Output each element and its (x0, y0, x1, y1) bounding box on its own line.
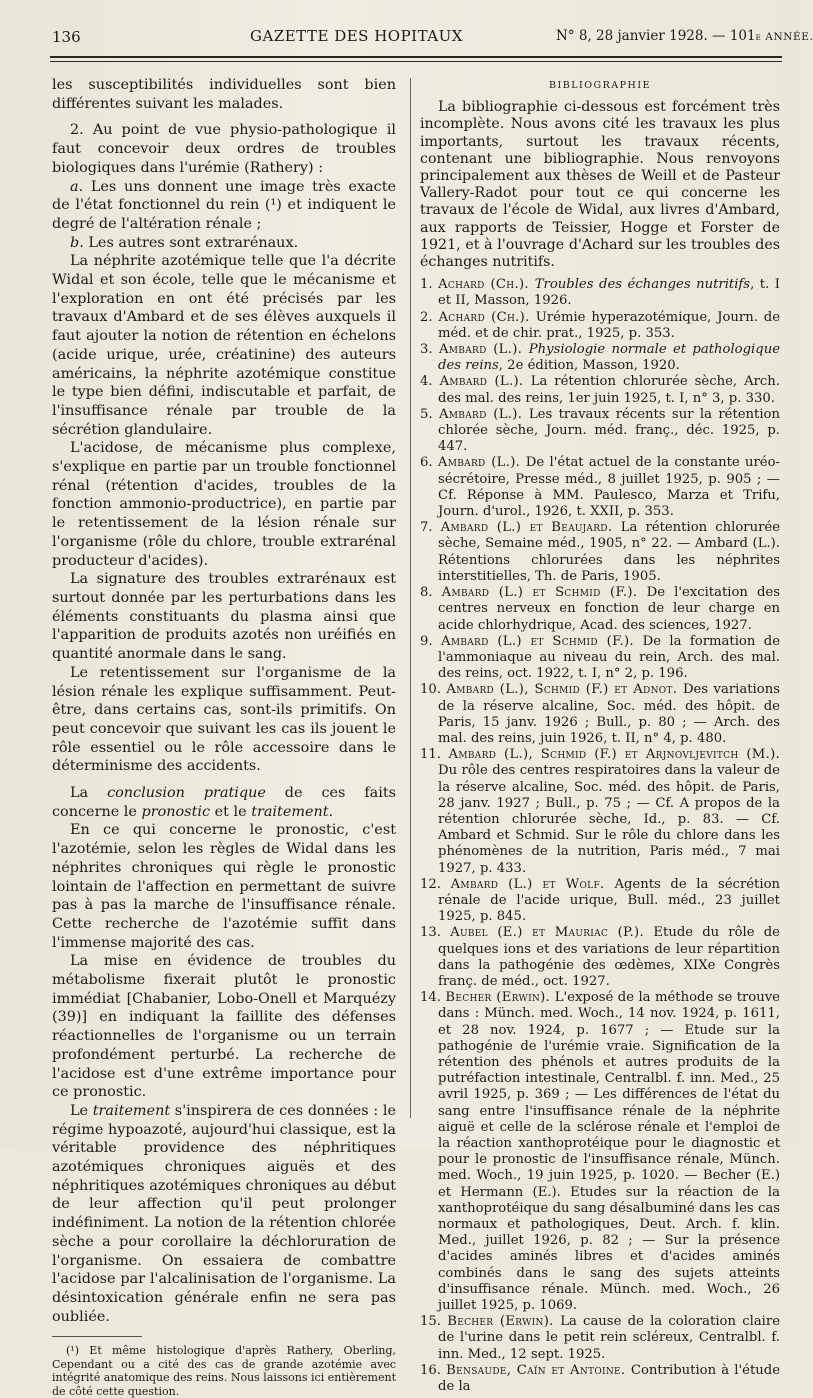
reference-number: 6. (420, 455, 438, 471)
reference-author: Becher (Erwin). (447, 1314, 561, 1330)
reference-title: Troubles des échanges nutritifs (534, 277, 751, 293)
reference-details: La rétention chlorurée sèche, Semaine méd., 1905, n° 22. — Ambard (L.). Rétentions chlorurées dans les néphrites interstitielles, Th. de Paris, 1905. (438, 520, 780, 584)
paragraph: 2. Au point de vue physio-pathologique il faut concevoir deux ordres de troubles biologiques dans l'urémie (Rathery) : (52, 122, 396, 176)
paragraph (52, 1102, 396, 1326)
text-run: Le (70, 1102, 93, 1119)
paragraph: La signature des troubles extrarénaux est surtout donnée par les perturbations dans les éléments constituants du plasma ainsi que l'apparition de produits azotés non uréifiés en quantité anormale dans le sang. (52, 571, 396, 663)
paragraph: les susceptibilités individuelles sont bien différentes suivant les malades. (52, 77, 396, 112)
paragraph (52, 178, 396, 234)
paragraph (52, 784, 396, 821)
reference-number: 1. (420, 277, 439, 293)
reference-item (420, 585, 780, 634)
reference-details: Urémie hyperazotémique, Journ. de méd. et de chir. prat., 1925, p. 353. (438, 309, 781, 341)
reference-author: Ambard (L.) et Schmid (F.). (441, 585, 647, 601)
reference-author: Ambard (L.). (437, 455, 526, 471)
text-run: s'inspirera de ces données : le régime hypoazoté, aujourd'hui classique, est la véritable providence des néphritiques azotémiques chroniques aiguës et des néphritiques azotémiques chroniques au début de leur affection qu'il peut prolonger indéfiniment. La notion de la rétention chlorée sèche a pour corollaire la déchloruration de l'organisme. On essaiera de combattre l'acidose par l'alcalinisation de l'organisme. La désintoxication générale enfin ne sera pas oubliée. (52, 1102, 396, 1325)
paragraph: Le retentissement sur l'organisme de la lésion rénale les explique suffisamment. Peut-être, dans certains cas, sont-ils primitifs. On peut concevoir que suivant les cas ils jouent le rôle essentiel ou le rôle accessoire dans le déterminisme des accidents. (52, 664, 396, 775)
italic-run: pronostic (141, 803, 211, 820)
reference-details: , t. I et II, Masson, 1926. (438, 277, 781, 309)
reference-item (420, 634, 780, 683)
footnote: (¹) Et même histologique d'après Rathery, Oberling, Cependant ou a cité des cas de grande azotémie avec intégrité anatomique des reins. Nous laissons ici entièrement de côté cette question. (52, 1344, 396, 1398)
reference-author: Ambard (L.), Schmid (F.) et Arjnovljevitch (M.). (448, 747, 781, 763)
paragraph: La néphrite azotémique telle que l'a décrite Widal et son école, telle que le mécanisme et l'exploration en ont été précisés par les travaux d'Ambard et de ses élèves auxquels il faut ajouter la notion de rétention en échelons (acide urique, urée, créatinine) des auteurs américains, la néphrite azotémique constitue le type bien défini, indiscutable et parfait, de l'insuffisance rénale par trouble de la sécrétion glandulaire. (52, 253, 396, 438)
paragraph: En ce qui concerne le pronostic, c'est l'azotémie, selon les règles de Widal dans les néphrites chroniques qui règle le pronostic lointain de l'affection en permettant de suivre pas à pas la marche de l'insuffisance rénale. Cette recherche de l'azotémie suffit dans l'immense majorité des cas. (52, 822, 396, 951)
reference-author: Ambard (L.), Schmid (F.) et Adnot. (446, 682, 683, 698)
reference-number: 10. (420, 682, 447, 698)
reference-details: Du rôle des centres respiratoires dans la valeur de la réserve alcaline, Soc. méd. des hôpit. de Paris, 28 janv. 1927 ; Bull., p. 75 ; — Cf. A propos de la rétention chlorurée sèche, Id., p. 83. — Cf. Ambard et Schmid. Sur le rôle du chlore dans les phénomènes de la nutrition, Paris méd., 7 mai 1927, p. 433. (438, 763, 780, 876)
journal-title: GAZETTE DES HOPITAUX (250, 27, 463, 45)
reference-details: Contribution à l'étude de la (438, 1362, 780, 1395)
item-label: a. (70, 178, 84, 195)
reference-author: Ambard (L.). (439, 374, 531, 390)
italic-run: conclusion pratique (107, 785, 266, 802)
paragraph (52, 234, 396, 253)
reference-number: 12. (420, 876, 451, 892)
reference-details: De l'état actuel de la constante uréo-sécrétoire, Presse méd., 8 juillet 1925, p. 905 ; — Cf. Réponse à MM. Paulesco, Marza et Trifu, Journ. d'urol., 1926, t. XXII, p. 353. (438, 455, 781, 520)
reference-details: De la formation de l'ammoniaque au niveau du rein, Arch. des mal. des reins, oct. 1922, t. I, n° 2, p. 196. (438, 633, 780, 682)
reference-number: 8. (420, 585, 442, 601)
reference-number: 11. (420, 747, 449, 763)
paragraph-text: Les autres sont extrarénaux. (83, 234, 299, 251)
issue-info (556, 28, 813, 44)
reference-number: 9. (420, 633, 441, 649)
header-rule-thick (50, 56, 782, 58)
reference-details: Les travaux récents sur la rétention chlorée sèche, Journ. méd. franç., déc. 1925, p. 447. (438, 406, 780, 455)
reference-author: Ambard (L.) et Schmid (F.). (441, 633, 643, 649)
header-rule-thin (50, 61, 782, 62)
running-header (0, 0, 813, 74)
reference-details: Etude du rôle de quelques ions et des variations de leur répartition dans la pathogénie des œdèmes, XIXe Congrès franç. de méd., oct. 1927. (438, 925, 780, 989)
reference-item (420, 1363, 780, 1395)
reference-details: Des variations de la réserve alcaline, Soc. méd. des hôpit. de Paris, 15 janv. 1926 ; Bull., p. 80 ; — Arch. des mal. des reins, juin 1926, t. II, n° 4, p. 480. (438, 682, 780, 746)
reference-author: Achard (Ch.). (438, 277, 535, 293)
left-column (52, 76, 396, 1398)
text-run: La (70, 785, 108, 802)
reference-author: Ambard (L.). (438, 342, 529, 358)
bibliography-intro: La bibliographie ci-dessous est forcément très incomplète. Nous avons cité les travaux les plus importants, surtout les travaux récents, contenant une bibliographie. Nous renvoyons principalement aux thèses de Weill et de Pasteur Vallery-Radot pour tout ce qui concerne les travaux de l'école de Widal, aux livres d'Ambard, aux rapports de Teissier, Hogge et Forster de 1921, et à l'ouvrage d'Achard sur les troubles des échanges nutritifs. (420, 99, 780, 271)
reference-item (420, 310, 780, 342)
reference-author: Bensaude, Caïn et Antoine. (446, 1362, 631, 1378)
reference-item (420, 925, 780, 990)
reference-number: 3. (420, 342, 439, 358)
reference-number: 16. (420, 1362, 447, 1378)
reference-number: 2. (420, 309, 439, 325)
reference-number: 5. (420, 406, 439, 422)
text-run: de ces faits concerne le (52, 785, 396, 820)
reference-number: 14. (420, 990, 446, 1006)
reference-number: 13. (420, 925, 451, 941)
reference-item (420, 990, 780, 1314)
item-label: b. (70, 234, 84, 251)
column-divider (410, 78, 411, 1118)
right-column (420, 76, 780, 1395)
reference-item (420, 682, 780, 747)
italic-run: traitement. (251, 803, 334, 820)
reference-details: La cause de la coloration claire de l'urine dans le petit rein scléreux, Centralbl. f. inn. Med., 12 sept. 1925. (438, 1314, 781, 1362)
issue-date: N° 8, 28 janvier 1928. — 101 (556, 28, 756, 44)
reference-item (420, 342, 780, 374)
issue-year: e ANNÉE. (755, 31, 813, 43)
reference-details: Agents de la sécrétion rénale de l'acide urique, Bull. méd., 23 juillet 1925, p. 845. (438, 876, 780, 925)
italic-run: traitement (92, 1102, 171, 1119)
reference-number: 15. (420, 1314, 448, 1330)
reference-author: Ambard (L.). (438, 406, 529, 422)
page-number: 136 (52, 28, 81, 46)
paragraph: L'acidose, de mécanisme plus complexe, s'explique en partie par un trouble fonctionnel rénal (rétention d'acides, troubles de la fonction ammonio-productrice), en partie par le retentissement de la lésion rénale sur l'organisme (rôle du chlore, trouble extrarénal producteur d'acides). (52, 440, 396, 569)
reference-item (420, 877, 780, 926)
reference-number: 4. (420, 374, 440, 390)
reference-item (420, 455, 780, 520)
reference-author: Achard (Ch.). (438, 309, 536, 325)
reference-title: Physiologie normale et pathologique des reins (438, 342, 781, 374)
reference-author: Ambard (L.) et Beaujard. (440, 520, 621, 536)
reference-details: La rétention chlorurée sèche, Arch. des mal. des reins, 1er juin 1925, t. I, n° 3, p. 330. (438, 374, 780, 406)
reference-item (420, 1314, 780, 1363)
reference-author: Aubel (E.) et Mauriac (P.). (450, 925, 654, 941)
reference-item (420, 407, 780, 456)
reference-item (420, 747, 780, 877)
section-title: BIBLIOGRAPHIE (548, 80, 652, 91)
reference-list (420, 277, 780, 1395)
reference-details: , 2e édition, Masson, 1920. (498, 358, 680, 374)
paragraph: La mise en évidence de troubles du métabolisme fixerait plutôt le pronostic immédiat [Chabanier, Lobo-Onell et Marquézy (39)] en indiquant la faillite des défenses réactionnelles de l'organisme ou un terrain profondément perturbé. La recherche de l'acidose est d'une extrême importance pour ce pronostic. (52, 953, 396, 1101)
reference-author: Becher (Erwin). (445, 990, 555, 1006)
reference-item (420, 277, 780, 309)
reference-number: 7. (420, 520, 441, 536)
reference-item (420, 374, 780, 406)
text-run: et le (210, 803, 252, 820)
paragraph-text: Les uns donnent une image très exacte de l'état fonctionnel du rein (¹) et indiquent le degré de l'altération rénale ; (52, 178, 396, 232)
reference-author: Ambard (L.) et Wolf. (450, 876, 615, 892)
reference-details: L'exposé de la méthode se trouve dans : Münch. med. Woch., 14 nov. 1924, p. 1611, et 28 nov. 1924, p. 1677 ; — Etude sur la pathogénie de l'urémie vraie. Signification de la rétention des phénols et autres produits de la putréfaction intestinale, Centralbl. f. inn. Med., 25 avril 1925, p. 369 ; — Les différences de l'état du sang entre l'insuffisance rénale de la néphrite aiguë et celle de la sclérose rénale et l'emploi de la réaction xanthoprotéique pour le diagnostic et pour le pronostic de l'insuffisance rénale, Münch. med. Woch., 19 juin 1925, p. 1020. — Becher (E.) et Hermann (E.). Etudes sur la réaction de la xanthoprotéique du sang désalbuminé dans les cas normaux et pathologiques, Deut. Arch. f. klin. Med., juillet 1926, p. 82 ; — Sur la présence d'acides aminés libres et d'acides aminés combinés dans le sang des sujets atteints d'insuffisance rénale. Münch. med. Woch., 26 juillet 1925, p. 1069. (438, 990, 780, 1314)
footnote-rule (52, 1336, 142, 1337)
reference-item (420, 520, 780, 585)
reference-details: De l'excitation des centres nerveux en fonction de leur charge en acide chlorhydrique, Acad. des sciences, 1927. (438, 585, 781, 633)
